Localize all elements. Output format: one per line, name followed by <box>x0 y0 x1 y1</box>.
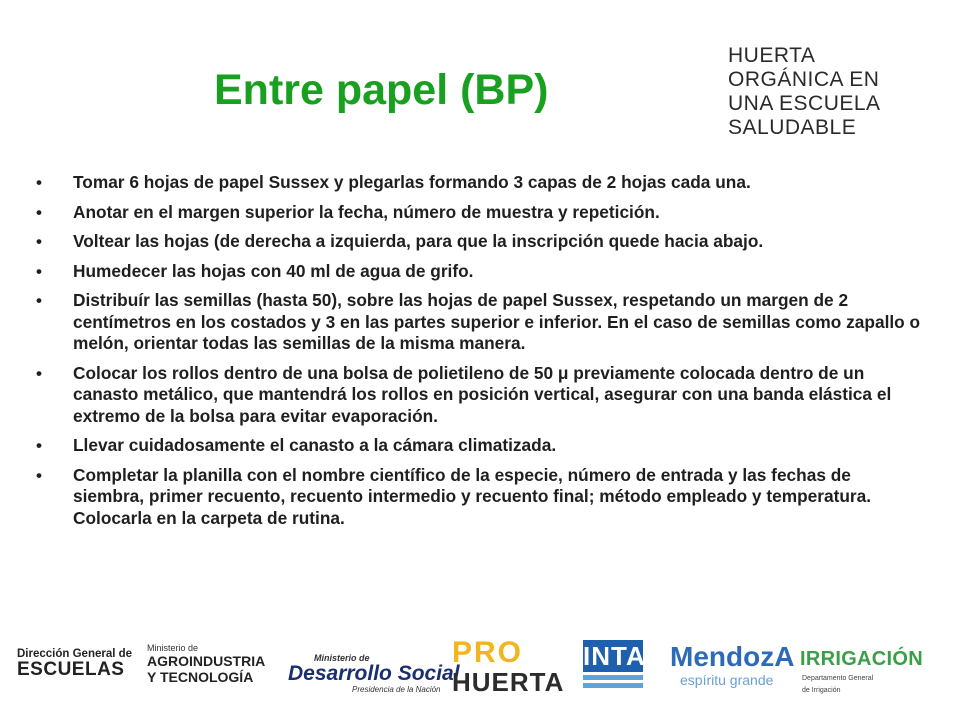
bullet-text: Completar la planilla con el nombre científico de la especie, número de entrada y las fechas de siembra, primer recuento, recuento intermedio y recuento final; método empleado y temperatura. Colocarla en la carpeta de rutina. <box>73 464 872 528</box>
bullet-text: Tomar 6 hojas de papel Sussex y plegarlas formando 3 capas de 2 hojas cada una. <box>73 172 751 192</box>
irrigacion-logo-line2: Departamento General <box>802 675 874 682</box>
bullet-text: Colocar los rollos dentro de una bolsa de polietileno de 50 μ previamente colocada dentro de un canasto metálico, que mantendrá los rollos en posición vertical, asegurar con una banda elástica el extremo de la bolsa para evitar evaporación. <box>73 362 892 426</box>
inta-logo-text: INTA <box>583 641 646 671</box>
prohuerta-logo-line1: PRO <box>452 636 524 669</box>
inta-logo <box>583 640 646 688</box>
mendoza-logo-line1: MendozA <box>670 641 795 672</box>
escuelas-logo-line2: ESCUELAS <box>17 659 125 680</box>
bullet-text: Voltear las hojas (de derecha a izquierda, para que la inscripción quede hacia abajo. <box>73 231 764 251</box>
bullet-text: Humedecer las hojas con 40 ml de agua de grifo. <box>73 260 474 281</box>
bullet-text: Llevar cuidadosamente el canasto a la cámara climatizada. <box>73 435 557 455</box>
irrigacion-logo-line1: IRRIGACIÓN <box>800 648 923 670</box>
desarrollo-social-logo-line1: Ministerio de <box>314 653 370 663</box>
agroindustria-logo-line3: Y TECNOLOGÍA <box>147 669 254 685</box>
bullet-dot: • <box>36 465 42 485</box>
desarrollo-social-logo-line2: Desarrollo Social <box>288 662 460 685</box>
irrigacion-logo <box>800 648 923 695</box>
bullet-dot: • <box>36 291 42 310</box>
slide-title: Entre papel (BP) <box>214 66 549 114</box>
brand-line: ORGÁNICA EN <box>728 68 880 91</box>
mendoza-logo-line2: espíritu grande <box>680 672 774 688</box>
prohuerta-logo <box>452 638 564 696</box>
escuelas-logo-line1: Dirección General de <box>17 648 133 660</box>
bullet-dot: • <box>36 202 42 222</box>
agroindustria-logo <box>147 643 265 685</box>
bullet-item <box>36 172 926 194</box>
irrigacion-logo-line3: de Irrigación <box>802 687 841 694</box>
escuelas-logo <box>17 648 132 680</box>
brand-line: HUERTA <box>728 44 816 67</box>
bullet-dot: • <box>36 261 42 281</box>
mendoza-logo <box>670 642 794 688</box>
inta-logo-stripe <box>583 683 643 688</box>
bullet-dot: • <box>36 232 42 251</box>
bullet-item <box>36 465 926 530</box>
agroindustria-logo-line2: AGROINDUSTRIA <box>147 653 266 669</box>
bullet-item <box>36 435 926 457</box>
prohuerta-logo-line2: HUERTA <box>452 667 565 697</box>
brand-line: SALUDABLE <box>728 116 857 139</box>
brand-line: UNA ESCUELA <box>728 92 881 115</box>
bullet-list <box>36 172 926 537</box>
desarrollo-social-logo-line3: Presidencia de la Nación <box>352 685 441 694</box>
bullet-dot: • <box>36 363 42 383</box>
bullet-item <box>36 290 926 355</box>
bullet-text: Anotar en el margen superior la fecha, número de muestra y repetición. <box>73 201 660 222</box>
inta-logo-stripe <box>583 675 643 680</box>
bullet-item <box>36 363 926 428</box>
bullet-item <box>36 231 926 253</box>
bullet-dot: • <box>36 436 42 455</box>
footer-logos <box>0 628 960 708</box>
huerta-organica-brand-logo <box>728 44 881 140</box>
desarrollo-social-logo <box>288 653 460 694</box>
agroindustria-logo-line1: Ministerio de <box>147 643 199 653</box>
bullet-text: Distribuír las semillas (hasta 50), sobre las hojas de papel Sussex, respetando un margen de 2 centímetros en los costados y 3 en las partes superior e inferior. En el caso de semillas como zapallo o melón, orientar todas las semillas de la misma manera. <box>73 290 921 353</box>
bullet-item <box>36 261 926 283</box>
bullet-dot: • <box>36 173 42 192</box>
bullet-item <box>36 202 926 224</box>
